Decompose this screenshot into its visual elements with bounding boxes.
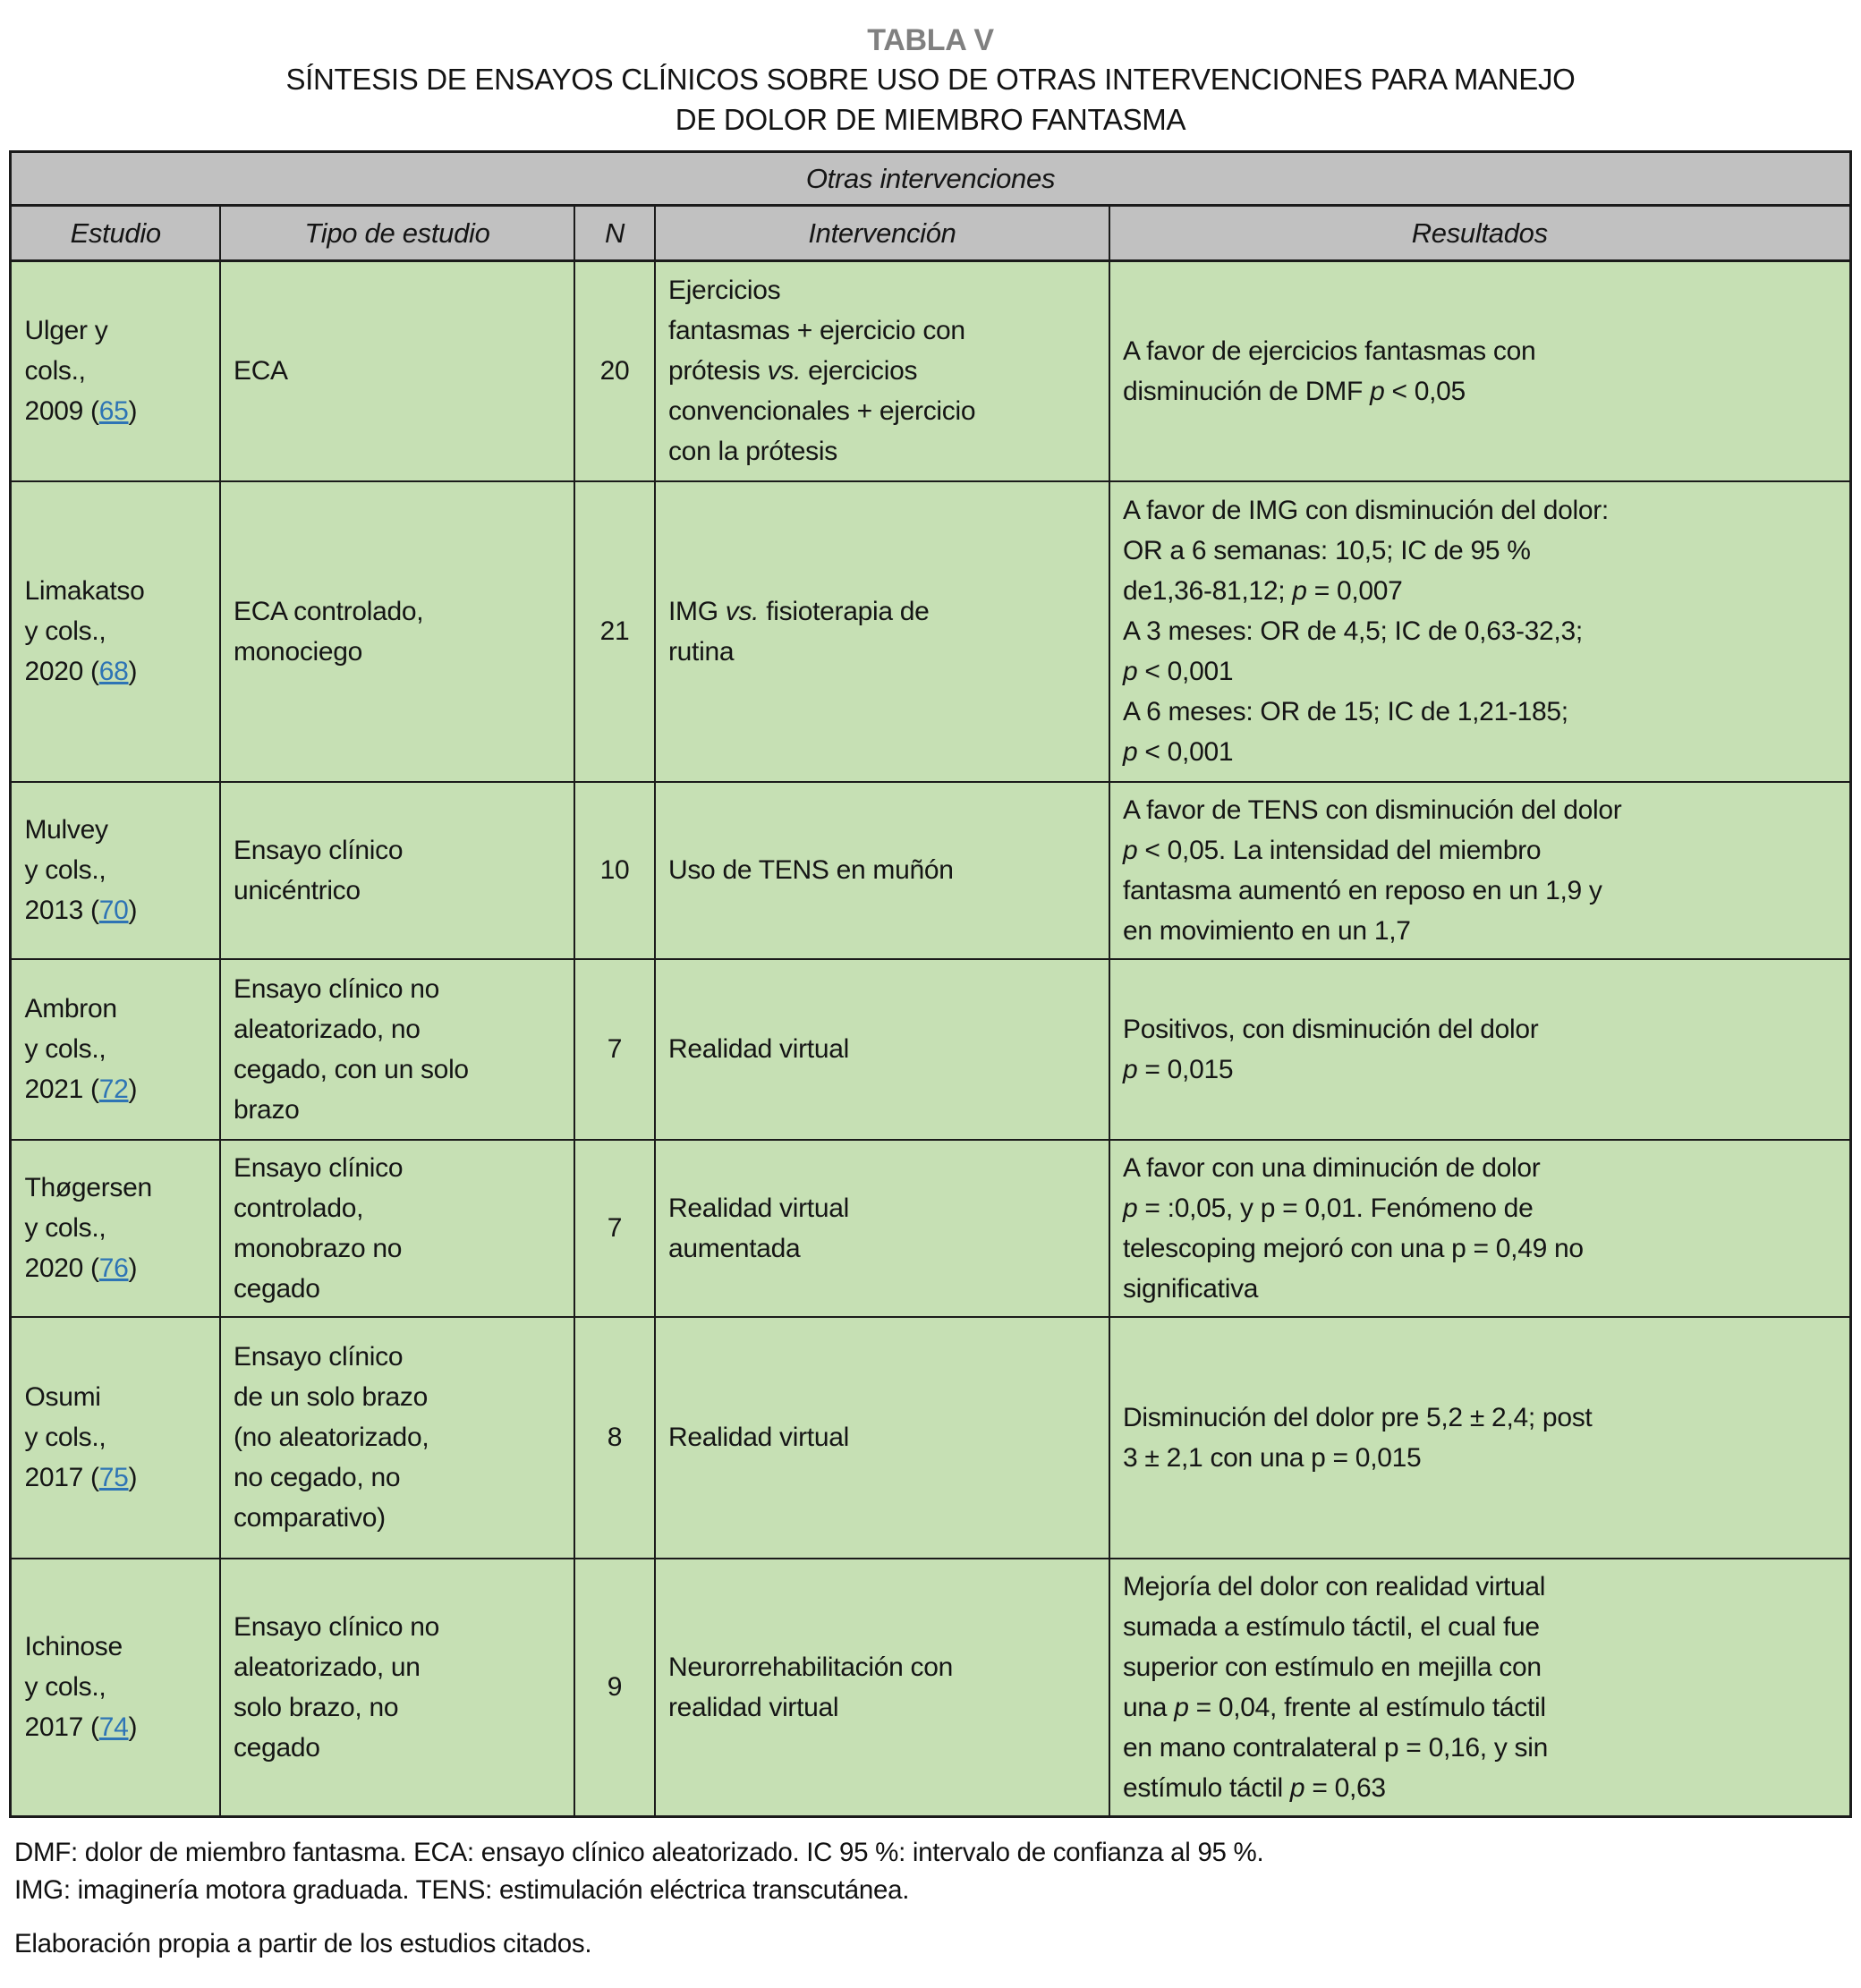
title-block: [0, 21, 1861, 140]
cell-intervention: Realidad virtual aumentada: [655, 1140, 1109, 1317]
cell-results: Mejoría del dolor con realidad virtual sumada a estímulo táctil, el cual fue superior con estímulo en mejilla con una p = 0,04, frente al estímulo táctil en mano contralateral p = 0,16, y sin estímulo táctil p = 0,63: [1109, 1559, 1850, 1817]
table-row: [11, 481, 1850, 782]
reference-link[interactable]: 70: [98, 896, 129, 925]
reference-link[interactable]: 76: [98, 1253, 129, 1283]
cell-study-type: Ensayo clínico unicéntrico: [220, 782, 574, 959]
column-header-row: [11, 206, 1850, 261]
cell-intervention: Realidad virtual: [655, 1317, 1109, 1559]
cell-results: A favor de ejercicios fantasmas con disminución de DMF p < 0,05: [1109, 261, 1850, 481]
cell-study-type: ECA: [220, 261, 574, 481]
footnote-abbreviations-2: IMG: imaginería motora graduada. TENS: estimulación eléctrica transcutánea.: [14, 1874, 910, 1905]
cell-study: Ulger y cols., 2009 (65): [11, 261, 220, 481]
cell-intervention: Neurorrehabilitación con realidad virtual: [655, 1559, 1109, 1817]
cell-study: Limakatso y cols., 2020 (68): [11, 481, 220, 782]
table-row: [11, 959, 1850, 1140]
footnote-abbreviations-1: DMF: dolor de miembro fantasma. ECA: ensayo clínico aleatorizado. IC 95 %: intervalo de confianza al 95 %.: [14, 1837, 1264, 1867]
cell-study-type: Ensayo clínico no aleatorizado, no cegado, con un solo brazo: [220, 959, 574, 1140]
cell-n: 7: [574, 1140, 655, 1317]
cell-results: A favor con una diminución de dolor p = :0,05, y p = 0,01. Fenómeno de telescoping mejoró con una p = 0,49 no significativa: [1109, 1140, 1850, 1317]
cell-study: Ichinose y cols., 2017 (74): [11, 1559, 220, 1817]
column-header-intervencion: Intervención: [655, 206, 1109, 261]
table-body: [11, 261, 1850, 1817]
cell-study: Osumi y cols., 2017 (75): [11, 1317, 220, 1559]
reference-link[interactable]: 72: [98, 1075, 129, 1104]
column-header-tipo-de-estudio: Tipo de estudio: [220, 206, 574, 261]
table-group-header-row: [11, 152, 1850, 206]
table-title: SÍNTESIS DE ENSAYOS CLÍNICOS SOBRE USO DE OTRAS INTERVENCIONES PARA MANEJO DE DOLOR DE MIEMBRO FANTASMA: [285, 63, 1576, 136]
cell-study: Thøgersen y cols., 2020 (76): [11, 1140, 220, 1317]
cell-intervention: Uso de TENS en muñón: [655, 782, 1109, 959]
cell-results: A favor de TENS con disminución del dolor p < 0,05. La intensidad del miembro fantasma aumentó en reposo en un 1,9 y en movimiento en un 1,7: [1109, 782, 1850, 959]
table-label: TABLA V: [867, 23, 994, 57]
cell-n: 21: [574, 481, 655, 782]
column-header-resultados: Resultados: [1109, 206, 1850, 261]
reference-link[interactable]: 75: [98, 1463, 129, 1492]
table-row: [11, 1559, 1850, 1817]
cell-intervention: IMG vs. fisioterapia de rutina: [655, 481, 1109, 782]
cell-study-type: Ensayo clínico controlado, monobrazo no cegado: [220, 1140, 574, 1317]
cell-study-type: ECA controlado, monociego: [220, 481, 574, 782]
table-row: [11, 1317, 1850, 1559]
cell-n: 7: [574, 959, 655, 1140]
table-row: [11, 261, 1850, 481]
cell-intervention: Ejercicios fantasmas + ejercicio con prótesis vs. ejercicios convencionales + ejercicio con la prótesis: [655, 261, 1109, 481]
column-header-n: N: [574, 206, 655, 261]
cell-study-type: Ensayo clínico de un solo brazo (no aleatorizado, no cegado, no comparativo): [220, 1317, 574, 1559]
cell-results: Positivos, con disminución del dolor p = 0,015: [1109, 959, 1850, 1140]
cell-study: Ambron y cols., 2021 (72): [11, 959, 220, 1140]
cell-n: 9: [574, 1559, 655, 1817]
cell-study: Mulvey y cols., 2013 (70): [11, 782, 220, 959]
footnote-source: Elaboración propia a partir de los estudios citados.: [14, 1928, 592, 1958]
reference-link[interactable]: 65: [98, 396, 129, 427]
cell-n: 10: [574, 782, 655, 959]
cell-n: 20: [574, 261, 655, 481]
table-row: [11, 782, 1850, 959]
cell-intervention: Realidad virtual: [655, 959, 1109, 1140]
footnotes: [14, 1834, 1861, 1963]
table-row: [11, 1140, 1850, 1317]
cell-study-type: Ensayo clínico no aleatorizado, un solo brazo, no cegado: [220, 1559, 574, 1817]
cell-n: 8: [574, 1317, 655, 1559]
reference-link[interactable]: 68: [98, 657, 129, 686]
interventions-table: [9, 150, 1851, 1818]
column-header-estudio: Estudio: [11, 206, 220, 261]
reference-link[interactable]: 74: [98, 1712, 129, 1742]
cell-results: A favor de IMG con disminución del dolor: OR a 6 semanas: 10,5; IC de 95 % de1,36-81,12; p = 0,007 A 3 meses: OR de 4,5; IC de 0,63-32,3; p < 0,001 A 6 meses: OR de 15; IC de 1,21-185; p < 0,001: [1109, 481, 1850, 782]
cell-results: Disminución del dolor pre 5,2 ± 2,4; post 3 ± 2,1 con una p = 0,015: [1109, 1317, 1850, 1559]
table-group-header: Otras intervenciones: [11, 152, 1850, 206]
